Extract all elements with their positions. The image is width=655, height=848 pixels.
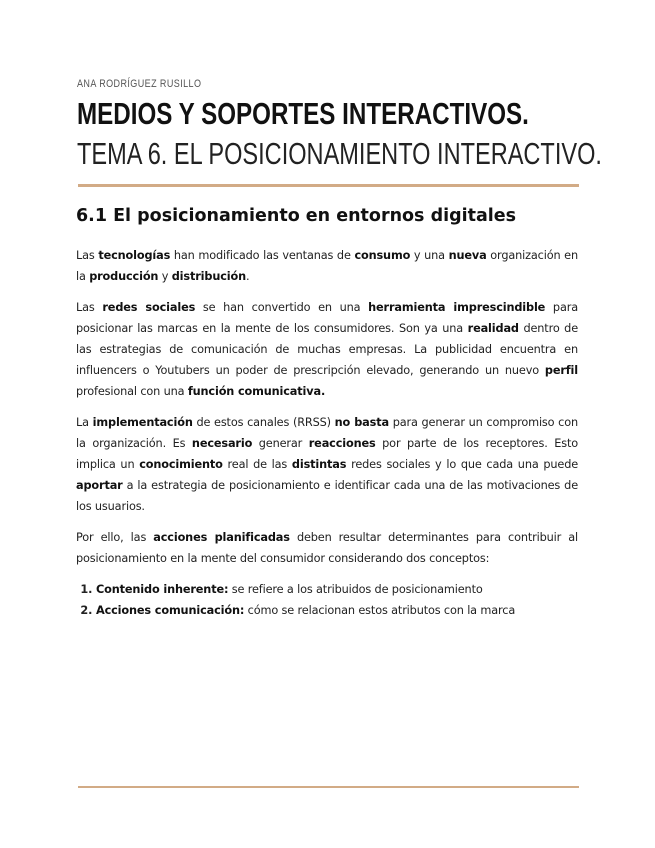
bold-run: tecnologías <box>98 249 171 262</box>
text-run: y <box>158 270 172 283</box>
text-run: y una <box>410 249 449 262</box>
bold-run: no basta <box>334 416 389 429</box>
list-item <box>96 600 578 621</box>
bold-run: herramienta imprescindible <box>368 301 546 314</box>
list-item-label: Contenido inherente: <box>96 583 229 596</box>
bold-run: consumo <box>354 249 411 262</box>
text-run: . <box>245 270 250 283</box>
text-run: a la estrategia de posicionamiento e identificar cada una de las motivaciones de los usuarios. <box>76 479 578 513</box>
text-run: organización en la <box>76 249 578 283</box>
text-run: dentro de las estrategias de comunicación de muchas empresas. La publicidad encuentra en influencers o Youtubers un poder de prescripción elevado, generando un nuevo <box>76 322 578 377</box>
bold-run: función comunicativa. <box>187 385 326 398</box>
text-run: La <box>76 416 93 429</box>
section-heading: 6.1 El posicionamiento en entornos digitales <box>76 206 517 226</box>
list-item-text: se refiere a los atribuidos de posicionamiento <box>228 583 483 596</box>
document-title: MEDIOS Y SOPORTES INTERACTIVOS. <box>77 96 529 131</box>
bold-run: acciones planificadas <box>153 531 290 544</box>
paragraph-3 <box>76 412 578 517</box>
bold-run: nueva <box>448 249 487 262</box>
bold-run: realidad <box>467 322 519 335</box>
text-run: generar <box>252 437 309 450</box>
bold-run: implementación <box>92 416 193 429</box>
paragraph-1 <box>76 245 578 287</box>
text-run: deben resultar determinantes para contribuir al posicionamiento en la mente del consumidor considerando dos conceptos: <box>76 531 578 565</box>
document-subtitle: TEMA 6. EL POSICIONAMIENTO INTERACTIVO. <box>77 136 602 171</box>
text-run: de estos canales (RRSS) <box>192 416 335 429</box>
document-body <box>76 206 578 621</box>
text-run: han modificado las ventanas de <box>170 249 355 262</box>
text-run: por parte de los receptores. Esto implica un <box>76 437 579 471</box>
text-run: redes sociales y lo que cada una puede <box>346 458 579 471</box>
paragraph-4 <box>76 527 578 569</box>
paragraph-2 <box>76 297 578 402</box>
list-item-label: Acciones comunicación: <box>96 604 245 617</box>
text-run: real de las <box>222 458 292 471</box>
text-run: profesional con una <box>76 385 188 398</box>
bold-run: reacciones <box>308 437 376 450</box>
text-run: Por ello, las <box>76 531 154 544</box>
bold-run: distintas <box>291 458 347 471</box>
concepts-list <box>76 579 578 621</box>
text-run: para generar un compromiso con la organización. Es <box>76 416 579 450</box>
bold-run: perfil <box>544 364 578 377</box>
bold-run: producción <box>89 270 159 283</box>
header-divider <box>78 184 579 187</box>
text-run: para posicionar las marcas en la mente de los consumidores. Son ya una <box>76 301 578 335</box>
text-run: se han convertido en una <box>195 301 369 314</box>
bold-run: conocimiento <box>139 458 223 471</box>
bold-run: redes sociales <box>102 301 196 314</box>
bold-run: necesario <box>191 437 253 450</box>
author-name: ANA RODRÍGUEZ RUSILLO <box>77 78 202 90</box>
list-item <box>96 579 578 600</box>
text-run: Las <box>76 249 99 262</box>
footer-divider <box>78 786 579 788</box>
bold-run: aportar <box>76 479 123 492</box>
bold-run: distribución <box>171 270 246 283</box>
text-run: Las <box>76 301 103 314</box>
list-item-text: cómo se relacionan estos atributos con la marca <box>244 604 516 617</box>
